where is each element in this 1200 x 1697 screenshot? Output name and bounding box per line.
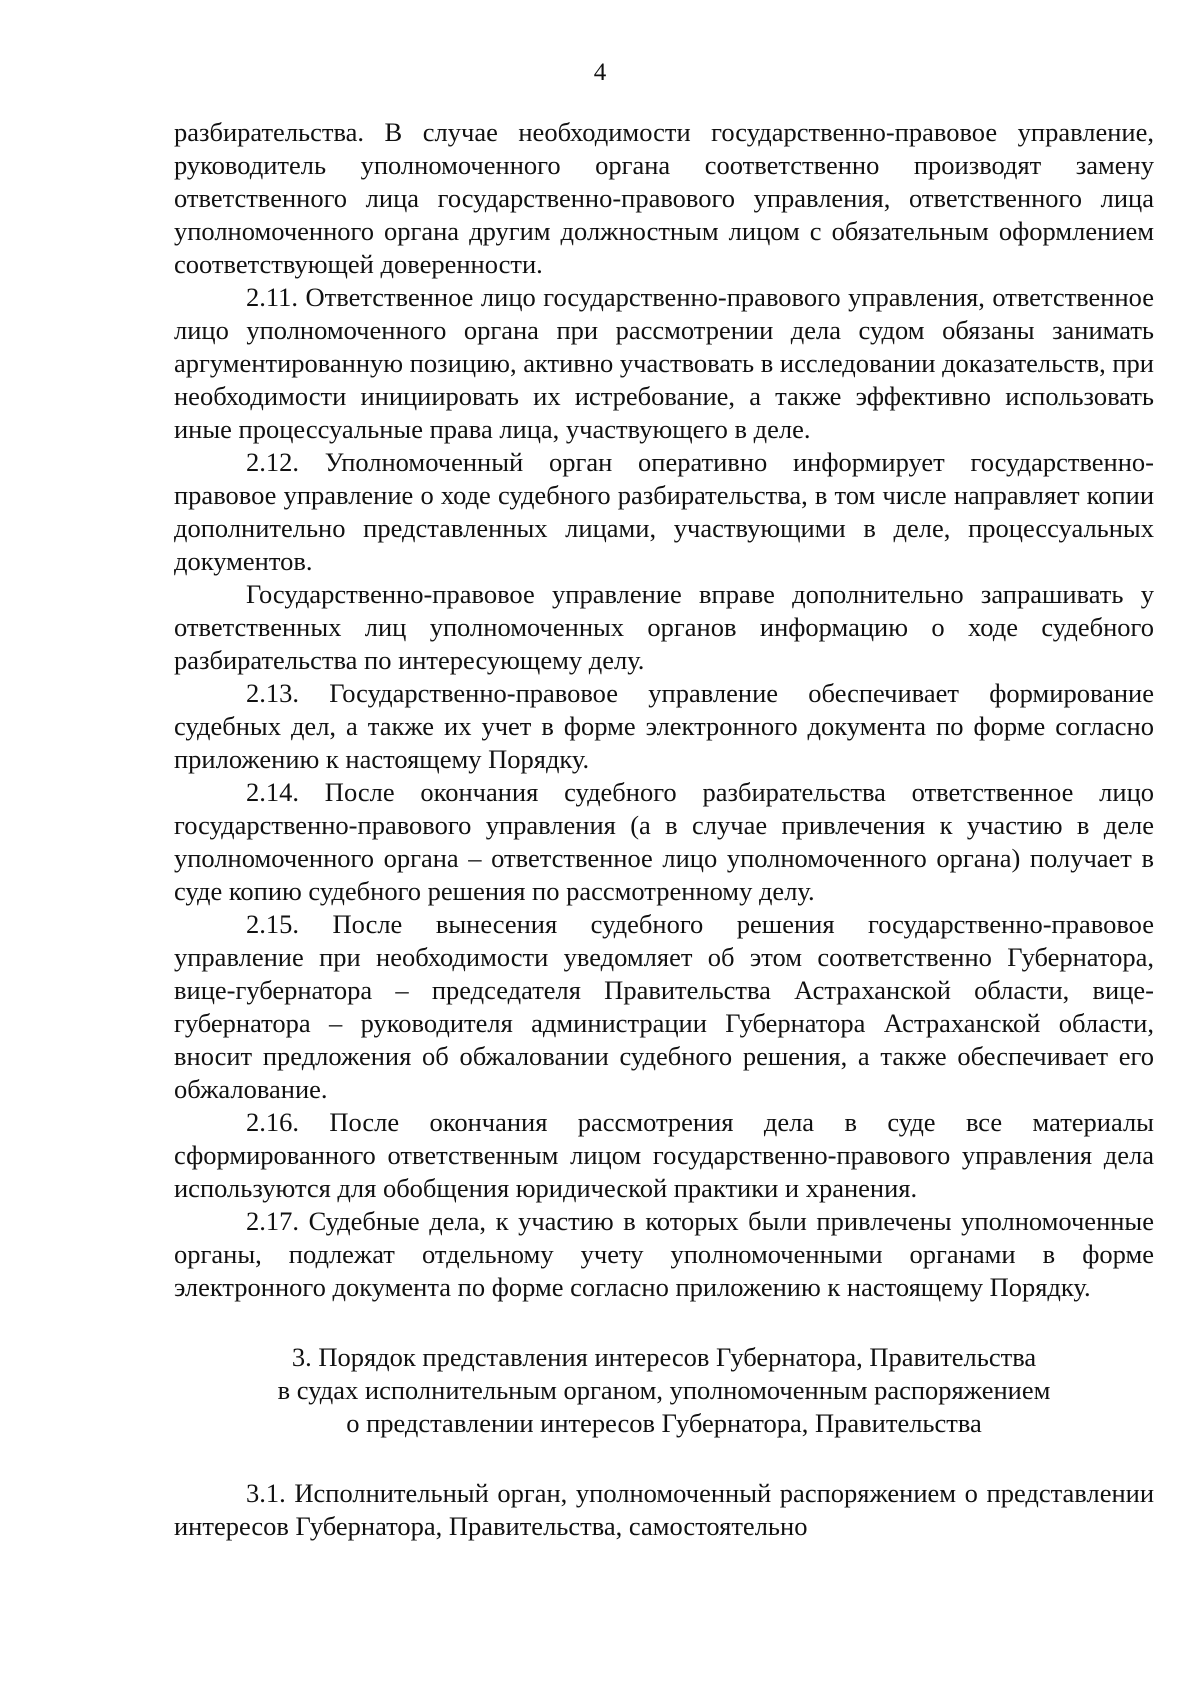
- paragraph-3-1: 3.1. Исполнительный орган, уполномоченный распоряжением о представлении интересов Губернатора, Правительства, самостоятельно: [174, 1478, 1154, 1541]
- paragraph-2-11: 2.11. Ответственное лицо государственно-правового управления, ответственное лицо уполномоченного органа при рассмотрении дела судом обязаны занимать аргументированную позицию, активно участвовать в исследовании доказательств, при необходимости инициировать их истребование, а также эффективно использовать иные процессуальные права лица, участвующего в деле.: [174, 282, 1154, 444]
- section-heading-line: о представлении интересов Губернатора, Правительства: [346, 1408, 982, 1438]
- paragraph-continuation: разбирательства. В случае необходимости государственно-правовое управление, руководитель уполномоченного органа соответственно производят замену ответственного лица государственно-правового управления, ответственного лица уполномоченного органа другим должностным лицом с обязательным оформлением соответствующей доверенности.: [174, 117, 1154, 279]
- section-heading-line: 3. Порядок представления интересов Губернатора, Правительства: [291, 1342, 1037, 1372]
- paragraph-2-16: 2.16. После окончания рассмотрения дела в суде все материалы сформированного ответственным лицом государственно-правового управления дела используются для обобщения юридической практики и хранения.: [174, 1107, 1154, 1203]
- section-heading-line: в судах исполнительным органом, уполномоченным распоряжением: [277, 1375, 1051, 1405]
- section-3-heading: [174, 1341, 1154, 1440]
- page-number: 4: [593, 59, 607, 86]
- paragraph-2-14: 2.14. После окончания судебного разбирательства ответственное лицо государственно-правового управления (а в случае привлечения к участию в деле уполномоченного органа – ответственное лицо уполномоченного органа) получает в суде копию судебного решения по рассмотренному делу.: [174, 777, 1154, 906]
- paragraph-2-15: 2.15. После вынесения судебного решения государственно-правовое управление при необходимости уведомляет об этом соответственно Губернатора, вице-губернатора – председателя Правительства Астраханской области, вице-губернатора – руководителя администрации Губернатора Астраханской области, вносит предложения об обжаловании судебного решения, а также обеспечивает его обжалование.: [174, 909, 1154, 1104]
- paragraph-2-13: 2.13. Государственно-правовое управление обеспечивает формирование судебных дел, а также их учет в форме электронного документа по форме согласно приложению к настоящему Порядку.: [174, 678, 1154, 774]
- paragraph-2-12: 2.12. Уполномоченный орган оперативно информирует государственно-правовое управление о ходе судебного разбирательства, в том числе направляет копии дополнительно представленных лицами, участвующими в деле, процессуальных документов.: [174, 447, 1154, 576]
- paragraph-2-12-continued: Государственно-правовое управление вправе дополнительно запрашивать у ответственных лиц уполномоченных органов информацию о ходе судебного разбирательства по интересующему делу.: [174, 579, 1154, 675]
- paragraph-2-17: 2.17. Судебные дела, к участию в которых были привлечены уполномоченные органы, подлежат отдельному учету уполномоченными органами в форме электронного документа по форме согласно приложению к настоящему Порядку.: [174, 1206, 1154, 1302]
- document-body: [174, 116, 1154, 1543]
